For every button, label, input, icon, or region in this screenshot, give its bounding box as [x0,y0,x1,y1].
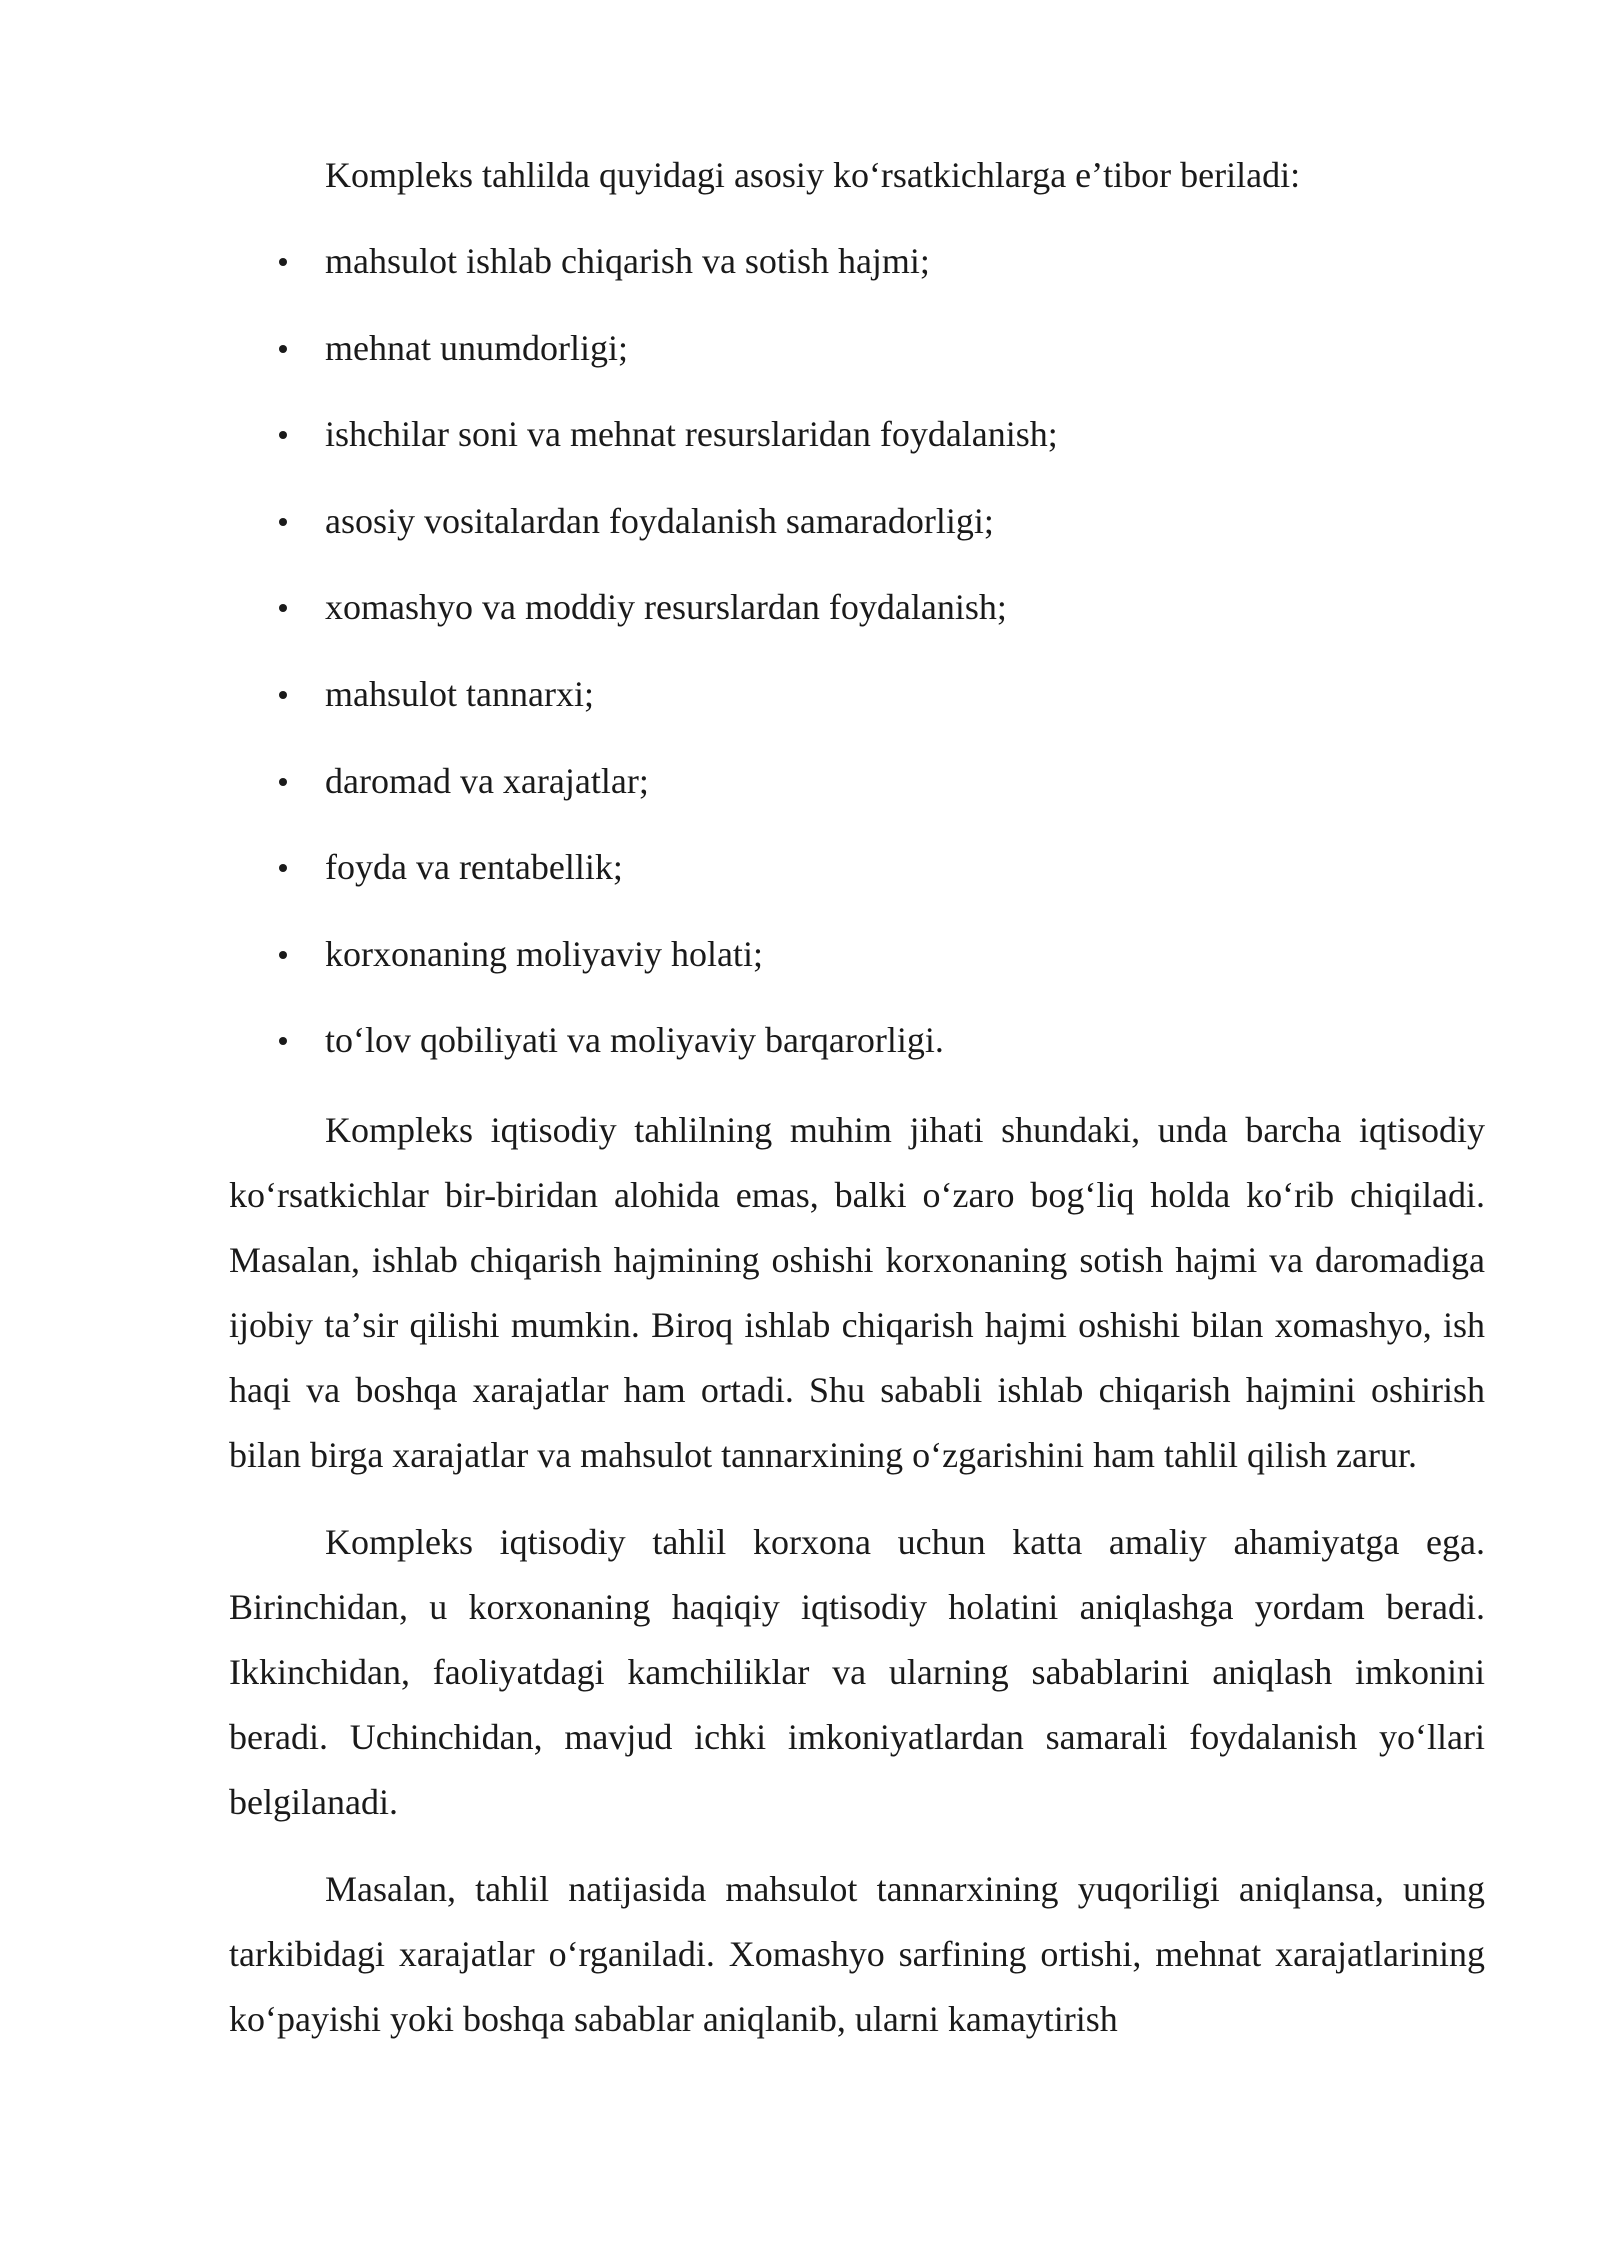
bullet-icon [279,778,287,786]
indicator-list [229,234,1485,1100]
list-item [229,927,1485,1014]
list-item [229,494,1485,581]
intro-paragraph: Kompleks tahlilda quyidagi asosiy koʻrsatkichlarga eʼtibor beriladi: [325,155,1301,195]
list-item-text: mehnat unumdorligi; [325,327,628,368]
bullet-icon [279,691,287,699]
list-item [229,234,1485,321]
list-item [229,1013,1485,1100]
list-item-text: daromad va xarajatlar; [325,760,649,801]
document-body [229,148,1485,2052]
list-item-text: asosiy vositalardan foydalanish samaradorligi; [325,500,994,541]
list-item [229,840,1485,927]
bullet-icon [279,1037,287,1045]
list-item-text: mahsulot ishlab chiqarish va sotish hajmi; [325,241,930,281]
list-item [229,321,1485,408]
bullet-icon [279,431,287,439]
list-item-text: ishchilar soni va mehnat resurslaridan foydalanish; [325,414,1058,455]
body-paragraph: Masalan, tahlil natijasida mahsulot tannarxining yuqoriligi aniqlansa, uning tarkibidagi xarajatlar oʻrganiladi. Xomashyo sarfining ortishi, mehnat xarajatlarining koʻpayishi yoki boshqa sabablar aniqlanib, ularni kamaytirish [229,1868,1485,2039]
list-item-text: korxonaning moliyaviy holati; [325,933,763,974]
list-item [229,667,1485,754]
bullet-icon [279,518,287,526]
list-item-text: foyda va rentabellik; [325,847,623,888]
list-item [229,580,1485,667]
list-item-text: toʻlov qobiliyati va moliyaviy barqarorligi. [325,1020,944,1061]
bullet-icon [279,258,287,266]
list-item-text: xomashyo va moddiy resurslardan foydalanish; [325,587,1007,628]
list-item [229,407,1485,494]
bullet-icon [279,864,287,872]
body-paragraph: Kompleks iqtisodiy tahlilning muhim jihati shundaki, unda barcha iqtisodiy koʻrsatkichlar bir-biridan alohida emas, balki oʻzaro bogʻliq holda koʻrib chiqiladi. Masalan, ishlab chiqarish hajmining oshishi korxonaning sotish hajmi va daromadiga ijobiy taʼsir qilishi mumkin. Biroq ishlab chiqarish hajmi oshishi bilan xomashyo, ish haqi va boshqa xarajatlar ham ortadi. Shu sababli ishlab chiqarish hajmini oshirish bilan birga xarajatlar va mahsulot tannarxining oʻzgarishini ham tahlil qilish zarur. [229,1109,1485,1475]
list-item [229,754,1485,841]
bullet-icon [279,604,287,612]
list-item-text: mahsulot tannarxi; [325,673,594,714]
bullet-icon [279,345,287,353]
bullet-icon [279,951,287,959]
body-paragraph: Kompleks iqtisodiy tahlil korxona uchun katta amaliy ahamiyatga ega. Birinchidan, u korxonaning haqiqiy iqtisodiy holatini aniqlashga yordam beradi. Ikkinchidan, faoliyatdagi kamchiliklar va ularning sabablarini aniqlash imkonini beradi. Uchinchidan, mavjud ichki imkoniyatlardan samarali foydalanish yoʻllari belgilanadi. [229,1521,1485,1822]
